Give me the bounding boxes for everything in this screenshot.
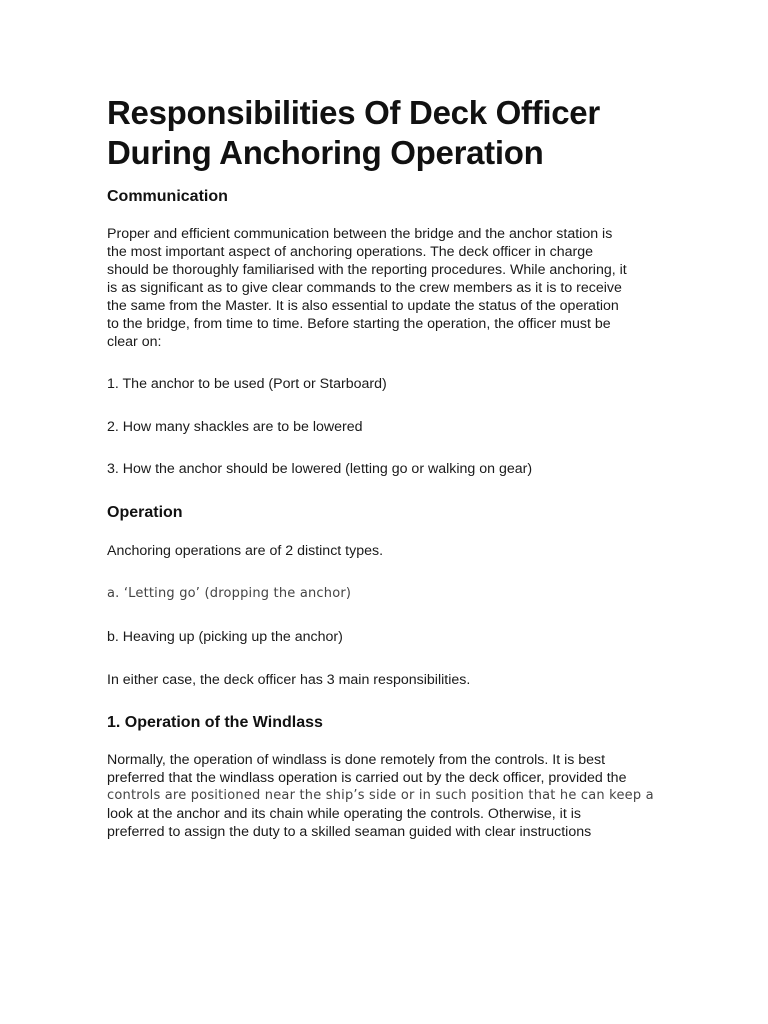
section-heading-operation: Operation <box>107 504 183 521</box>
communication-paragraph <box>107 225 627 351</box>
windlass-paragraph <box>107 751 654 841</box>
paragraph-line: look at the anchor and its chain while operating the controls. Otherwise, it is <box>107 806 581 822</box>
paragraph-line: is as significant as to give clear commands to the crew members as it is to receive <box>107 280 622 296</box>
paragraph-line: preferred to assign the duty to a skilled seaman guided with clear instructions <box>107 824 592 840</box>
paragraph-line: should be thoroughly familiarised with the reporting procedures. While anchoring, it <box>107 262 627 278</box>
operation-type-b: b. Heaving up (picking up the anchor) <box>107 629 343 645</box>
section-heading-communication: Communication <box>107 188 228 205</box>
paragraph-line: preferred that the windlass operation is carried out by the deck officer, provided the <box>107 770 627 786</box>
title-line-1: Responsibilities Of Deck Officer <box>107 94 600 131</box>
paragraph-line: to the bridge, from time to time. Before starting the operation, the officer must be <box>107 316 611 332</box>
operation-summary: In either case, the deck officer has 3 main responsibilities. <box>107 672 471 688</box>
list-item-shackles: 2. How many shackles are to be lowered <box>107 419 363 435</box>
paragraph-line: the most important aspect of anchoring operations. The deck officer in charge <box>107 244 594 260</box>
paragraph-line: the same from the Master. It is also essential to update the status of the operation <box>107 298 619 314</box>
list-item-anchor-choice: 1. The anchor to be used (Port or Starboard) <box>107 376 387 392</box>
section-heading-windlass: 1. Operation of the Windlass <box>107 714 323 731</box>
paragraph-line: Normally, the operation of windlass is done remotely from the controls. It is best <box>107 752 606 768</box>
operation-type-a: a. ‘Letting go’ (dropping the anchor) <box>107 586 352 601</box>
title-line-2: During Anchoring Operation <box>107 134 544 171</box>
operation-intro: Anchoring operations are of 2 distinct types. <box>107 543 384 559</box>
list-item-lowering-method: 3. How the anchor should be lowered (letting go or walking on gear) <box>107 461 533 477</box>
paragraph-line: Proper and efficient communication between the bridge and the anchor station is <box>107 226 613 242</box>
document-title <box>107 93 600 173</box>
paragraph-line: clear on: <box>107 334 162 350</box>
paragraph-line: controls are positioned near the ship’s side or in such position that he can keep a <box>107 788 654 803</box>
